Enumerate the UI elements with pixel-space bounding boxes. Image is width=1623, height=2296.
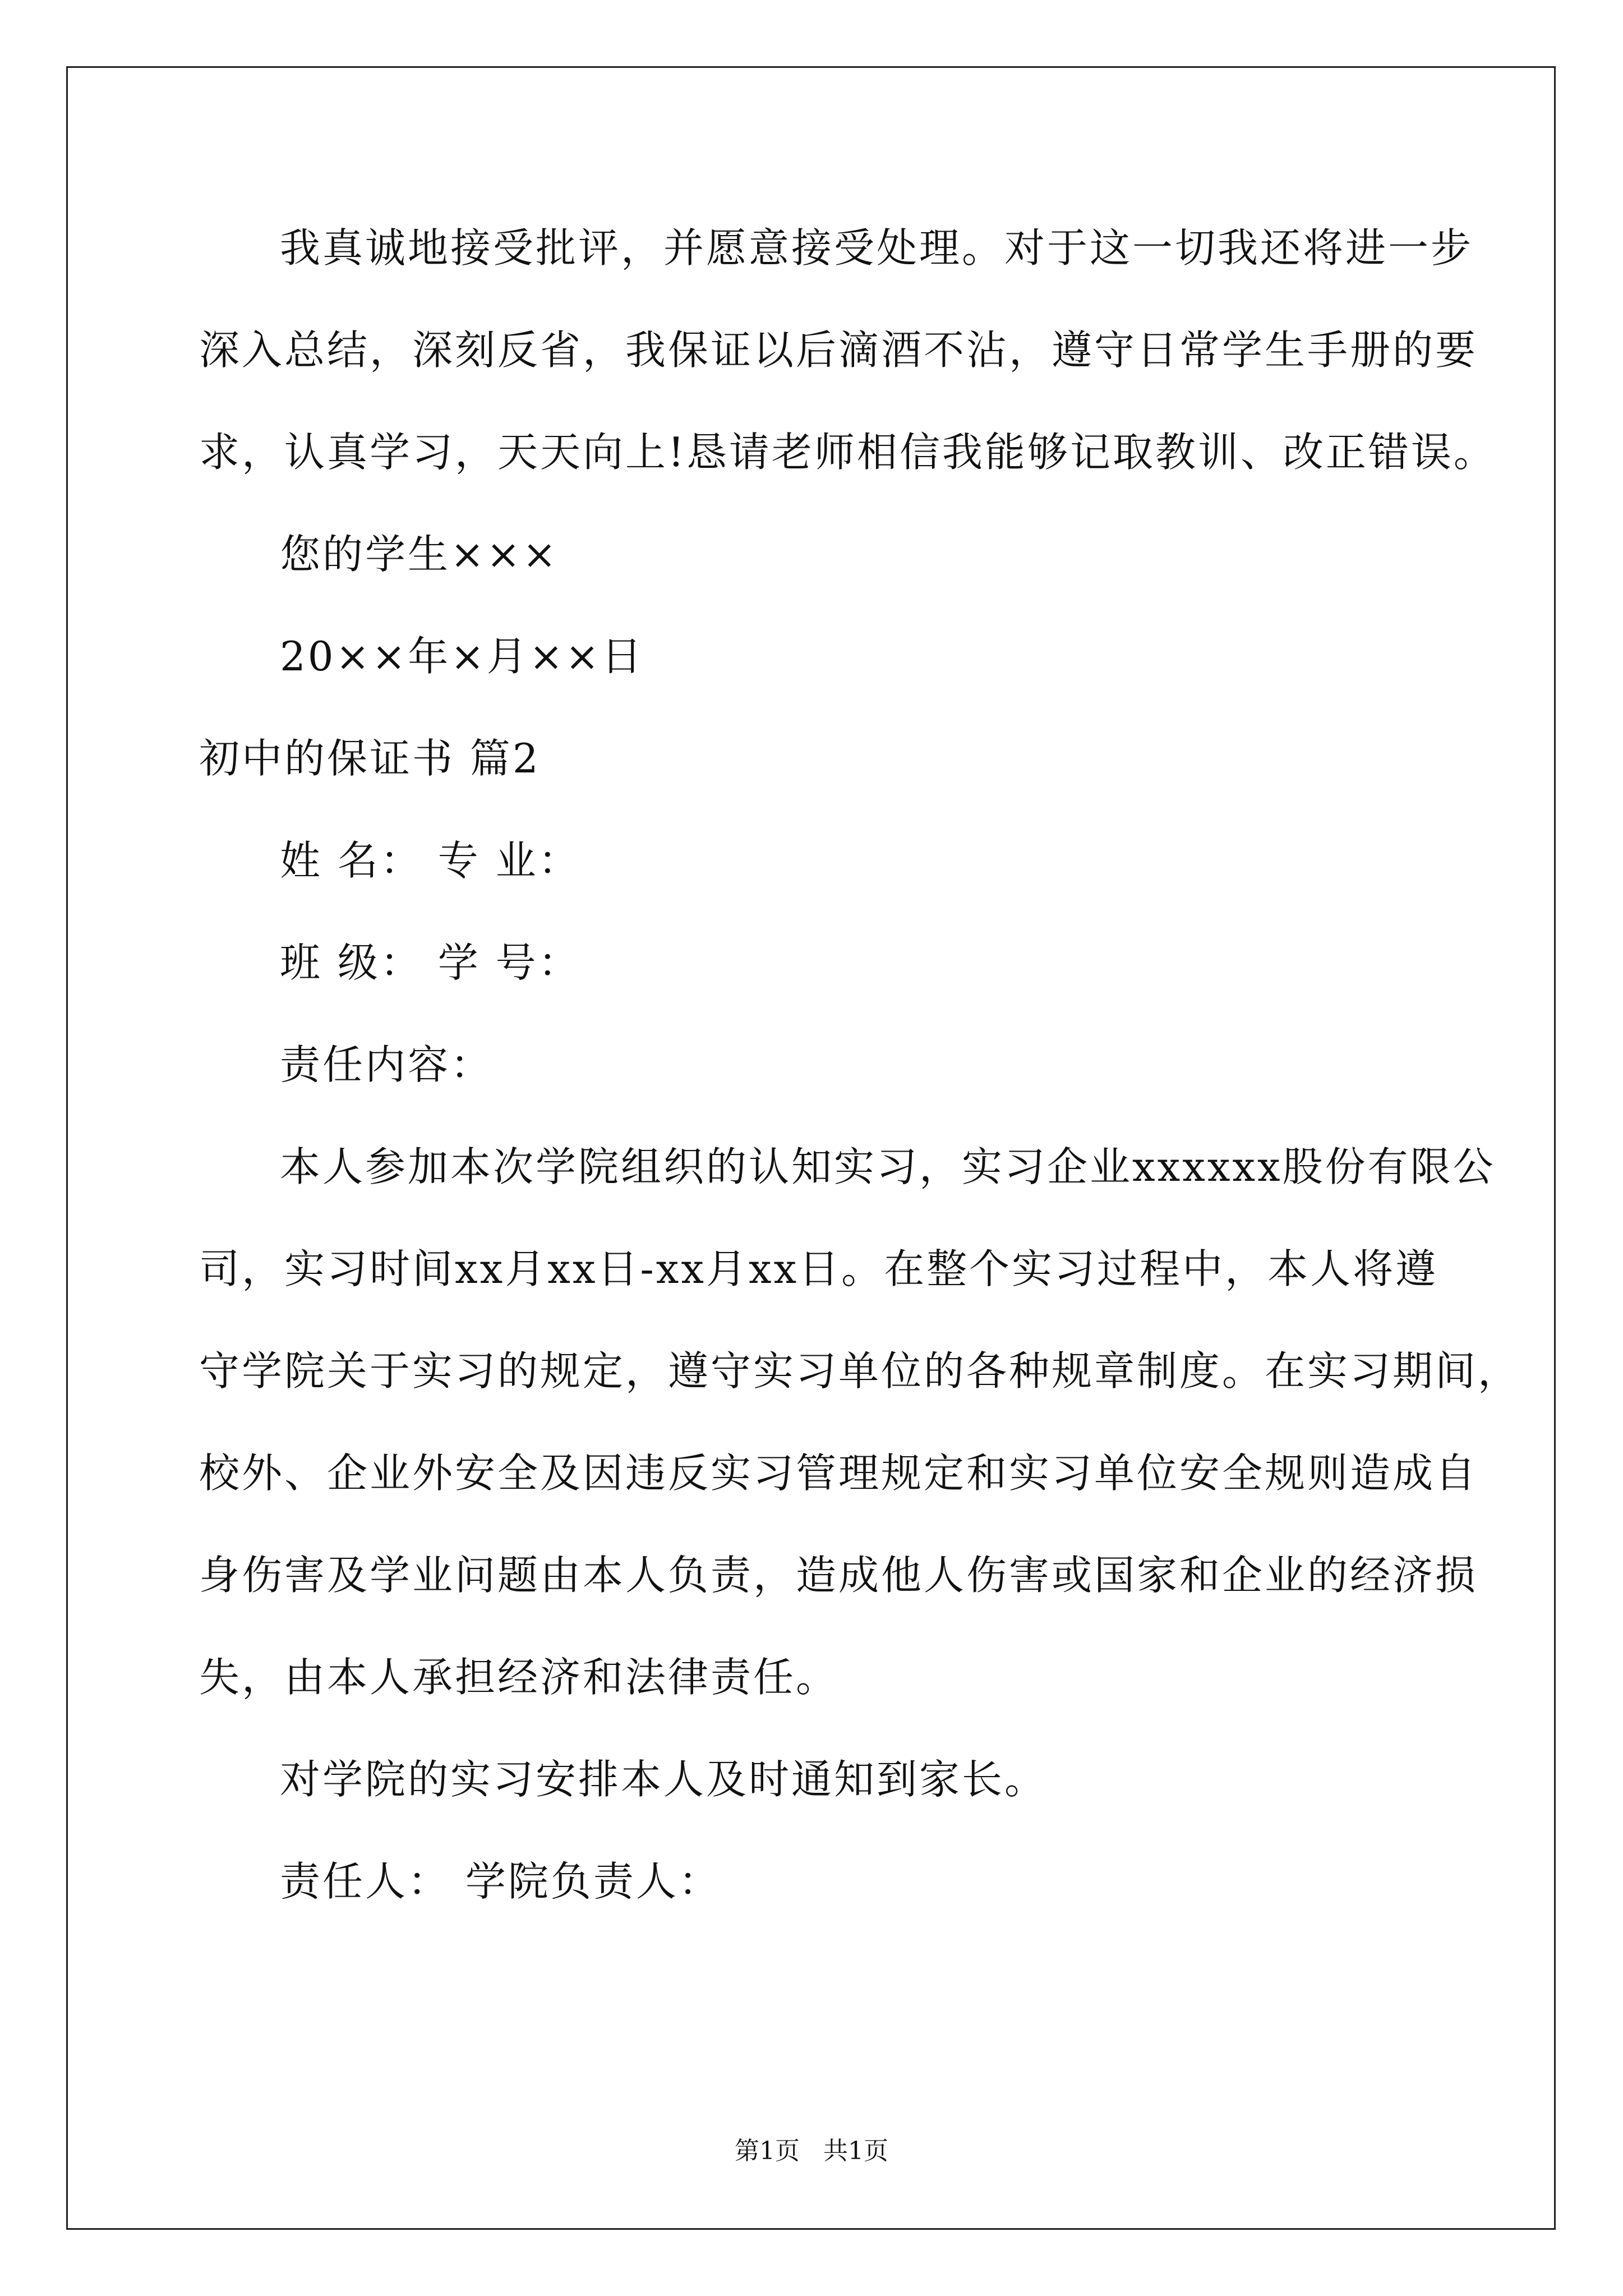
signatories-line: 责任人： 学院负责人： — [280, 1858, 721, 1905]
paragraph-2-line-6: 失，由本人承担经济和法律责任。 — [199, 1654, 839, 1701]
paragraph-3: 对学院的实习安排本人及时通知到家长。 — [280, 1756, 1048, 1803]
paragraph-2-line-1: 本人参加本次学院组织的认知实习，实习企业xxxxxx股份有限公 — [280, 1143, 1496, 1190]
date: 20××年×月××日 — [280, 633, 644, 680]
paragraph-2-line-3: 守学院关于实习的规定，遵守实习单位的各种规章制度。在实习期间， — [199, 1347, 1521, 1395]
field-class-id: 班 级： 学 号： — [280, 939, 581, 986]
paragraph-1-line-3: 求，认真学习，天天向上!恳请老师相信我能够记取教训、改正错误。 — [199, 429, 1496, 476]
paragraph-1-line-1: 我真诚地接受批评，并愿意接受处理。对于这一切我还将进一步 — [280, 224, 1474, 272]
paragraph-2-line-5: 身伤害及学业问题由本人负责，造成他人伤害或国家和企业的经济损 — [199, 1552, 1478, 1599]
paragraph-2-line-2: 司，实习时间xx月xx日-xx月xx日。在整个实习过程中，本人将遵 — [199, 1245, 1438, 1292]
paragraph-2-line-4: 校外、企业外安全及因违反实习管理规定和实习单位安全规则造成自 — [199, 1450, 1478, 1497]
page-footer: 第1页 共1页 — [735, 2137, 888, 2165]
responsibility-heading: 责任内容： — [280, 1041, 494, 1088]
field-name-major: 姓 名： 专 业： — [280, 837, 581, 884]
section-heading: 初中的保证书 篇2 — [199, 735, 541, 782]
signature: 您的学生××× — [280, 531, 559, 578]
paragraph-1-line-2: 深入总结，深刻反省，我保证以后滴酒不沾，遵守日常学生手册的要 — [199, 326, 1478, 374]
